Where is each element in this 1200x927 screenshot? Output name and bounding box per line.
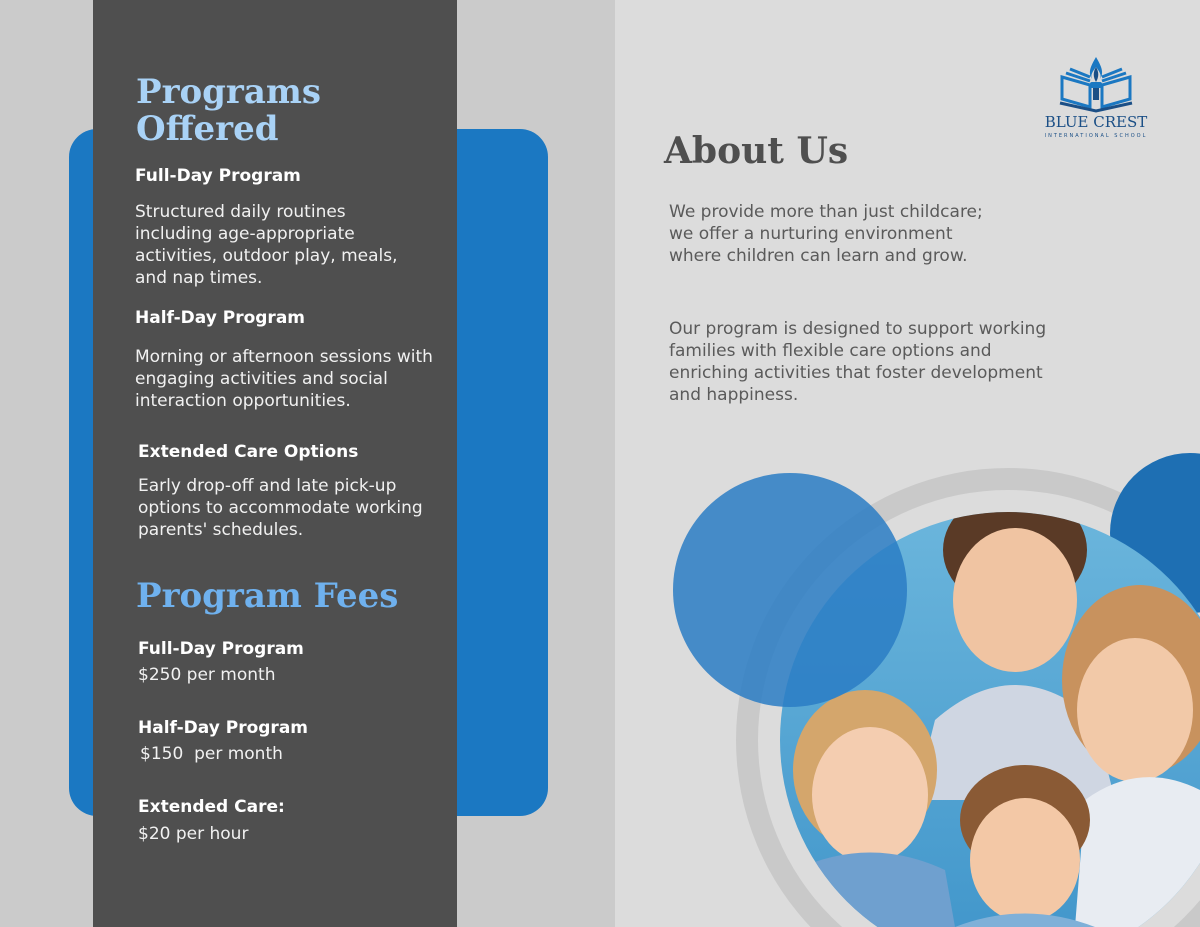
logo-subtitle: INTERNATIONAL SCHOOL [1044, 133, 1148, 139]
fee-label-half-day: Half-Day Program [138, 718, 308, 738]
children-photo [615, 440, 1200, 927]
fee-value-extended-care: $20 per hour [138, 824, 249, 844]
fee-label-full-day: Full-Day Program [138, 639, 304, 659]
about-paragraph-2: Our program is designed to support working families with flexible care options and enriching activities that foster development and happiness. [669, 319, 1047, 405]
about-paragraph-1: We provide more than just childcare; we offer a nurturing environment where children can learn and grow. [669, 202, 983, 266]
fee-value-half-day: $150 per month [140, 744, 283, 764]
fees-title: Program Fees [136, 576, 399, 616]
fee-value-full-day: $250 per month [138, 665, 276, 685]
program-description-full-day: Structured daily routines including age-appropriate activities, outdoor play, meals, and nap times. [135, 202, 398, 288]
programs-title: Programs Offered [136, 72, 321, 149]
book-flame-icon [1040, 55, 1152, 113]
program-description-extended-care: Early drop-off and late pick-up options to accommodate working parents' schedules. [138, 476, 423, 540]
program-heading-extended-care: Extended Care Options [138, 442, 359, 462]
school-logo [1040, 55, 1152, 145]
program-description-half-day: Morning or afternoon sessions with engaging activities and social interaction opportunities. [135, 347, 433, 411]
about-title: About Us [664, 130, 849, 172]
fee-label-extended-care: Extended Care: [138, 797, 285, 817]
children-photo-area [615, 440, 1200, 927]
program-heading-half-day: Half-Day Program [135, 308, 305, 328]
logo-name: BLUE CREST [1044, 113, 1148, 131]
program-heading-full-day: Full-Day Program [135, 166, 301, 186]
